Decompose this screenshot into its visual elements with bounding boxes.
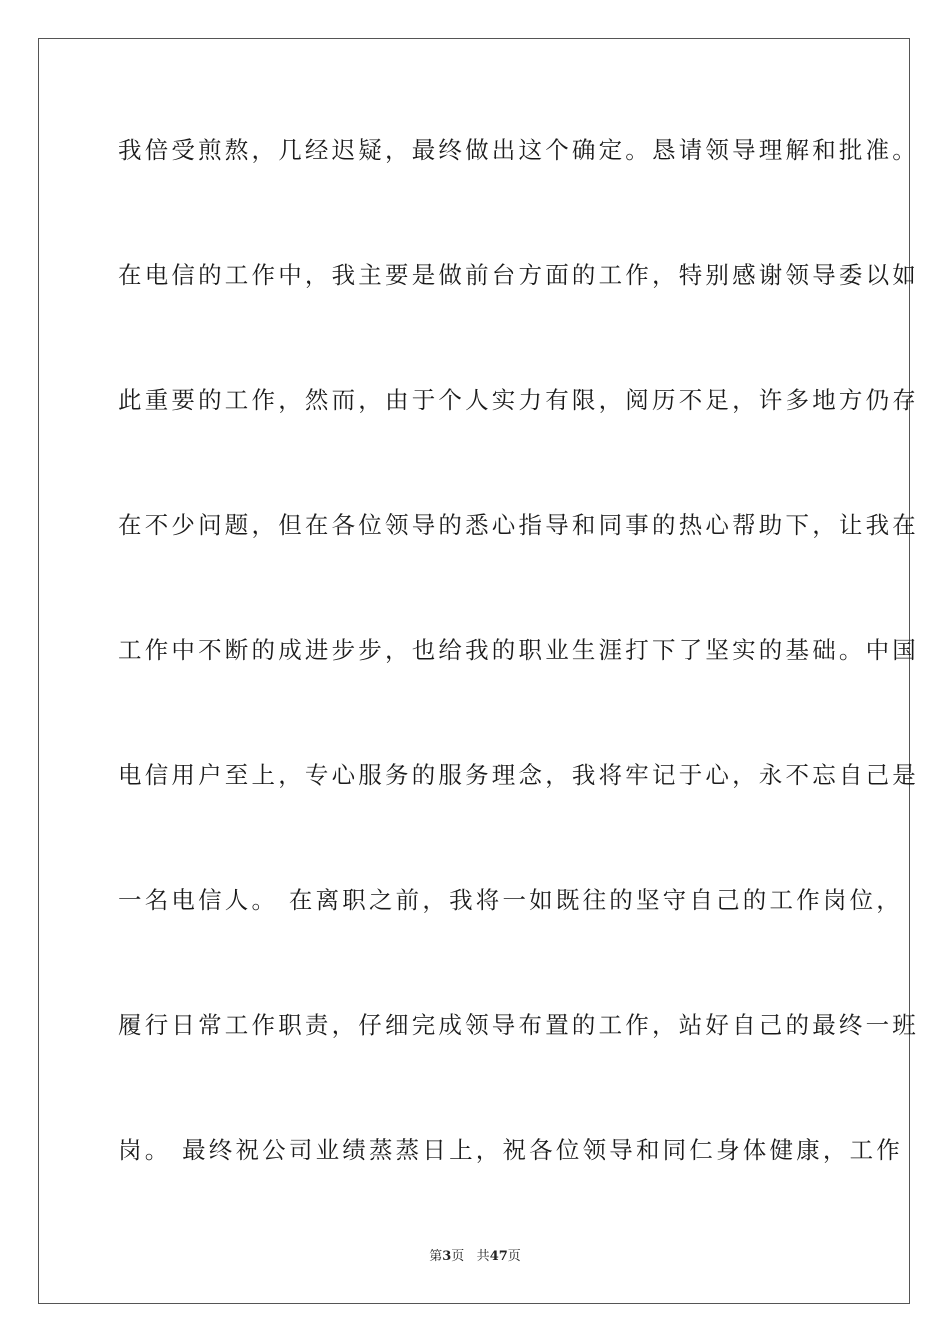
body-text-line: 岗。 最终祝公司业绩蒸蒸日上，祝各位领导和同仁身体健康，工作	[118, 1136, 903, 1164]
body-text-line: 此重要的工作，然而，由于个人实力有限，阅历不足，许多地方仍存	[118, 386, 919, 414]
footer-total-prefix: 共	[476, 1249, 490, 1264]
page-border	[38, 38, 919, 1304]
body-text-line: 在不少问题，但在各位领导的悉心指导和同事的热心帮助下，让我在	[118, 511, 919, 539]
body-text-line: 工作中不断的成进步步，也给我的职业生涯打下了坚实的基础。中国	[118, 636, 919, 664]
body-text-line: 一名电信人。 在离职之前，我将一如既往的坚守自己的工作岗位，	[118, 886, 903, 914]
body-text-line: 履行日常工作职责，仔细完成领导布置的工作，站好自己的最终一班	[118, 1011, 919, 1039]
footer-page-prefix: 第	[429, 1249, 443, 1264]
footer-page-suffix: 页	[451, 1249, 465, 1264]
body-text-line: 在电信的工作中，我主要是做前台方面的工作，特别感谢领导委以如	[118, 261, 919, 289]
page-footer	[0, 1248, 950, 1266]
body-text-line: 电信用户至上，专心服务的服务理念，我将牢记于心，永不忘自己是	[118, 761, 919, 789]
footer-total-pages: 47	[489, 1249, 508, 1264]
body-text-line: 我倍受煎熬，几经迟疑，最终做出这个确定。恳请领导理解和批准。	[118, 136, 919, 164]
footer-total-suffix: 页	[507, 1249, 521, 1264]
footer-page-number: 3	[442, 1249, 452, 1264]
